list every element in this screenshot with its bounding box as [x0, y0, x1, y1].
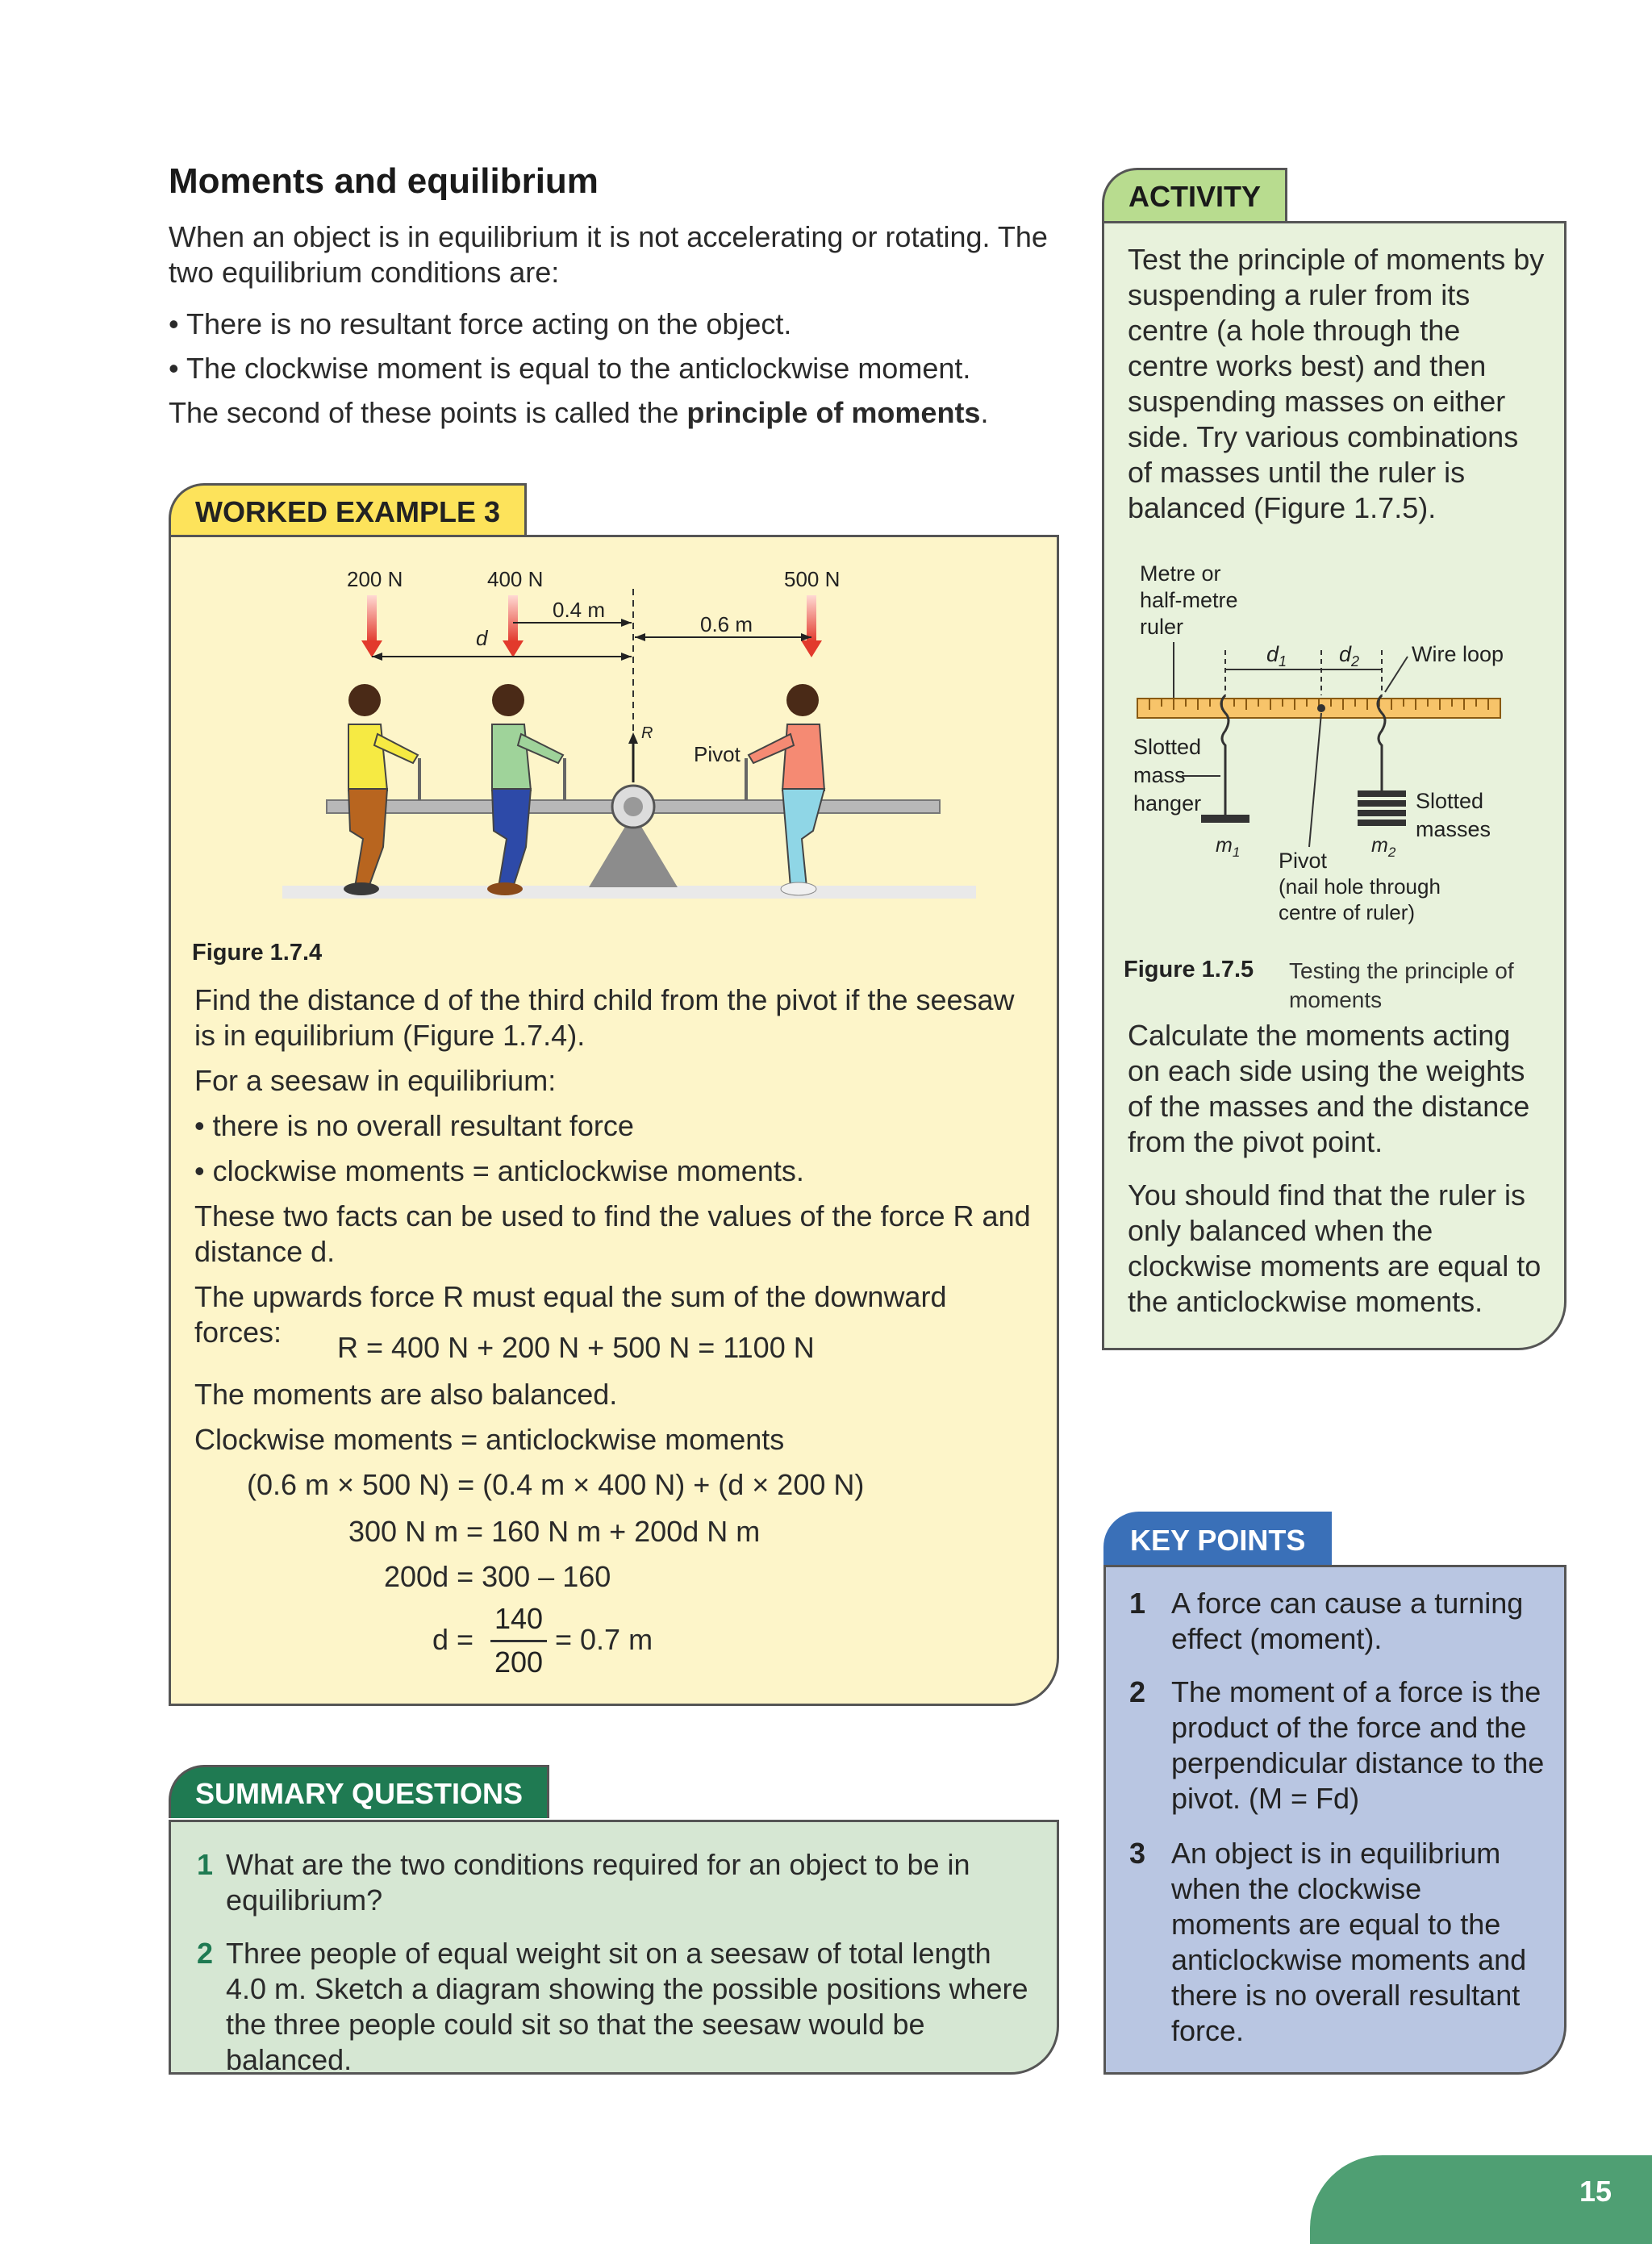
- equation-d-result: = 0.7 m: [555, 1623, 653, 1656]
- section-heading: Moments and equilibrium: [169, 161, 599, 201]
- equation-200d: 200d = 300 – 160: [384, 1560, 611, 1593]
- force-arrowhead-400: [503, 640, 524, 657]
- force-arrow-200: [367, 595, 377, 642]
- question-text-2: Three people of equal weight sit on a seesaw of total length 4.0 m. Sketch a diagram showing the possible positions where the three people could sit so that the seesaw would be balanced.: [226, 1937, 1028, 2076]
- pivot-label: Pivot: [1279, 849, 1328, 873]
- pivot-note-2: centre of ruler): [1279, 900, 1416, 924]
- activity-calculate: Calculate the moments acting on each side using the weights of the masses and the distance from the pivot point.: [1128, 1019, 1530, 1158]
- force-arrow-400: [508, 595, 518, 642]
- pivot-center: [624, 797, 643, 816]
- child-500n: [746, 684, 824, 895]
- pivot-hole: [1317, 704, 1325, 712]
- mass-hanger-1: [1201, 815, 1249, 823]
- key-point-3: [1129, 1836, 1549, 2049]
- question-number-1: 1: [197, 1848, 214, 1881]
- activity-result: You should find that the ruler is only balanced when the clockwise moments are equal to the anticlockwise moments.: [1128, 1178, 1541, 1318]
- child-200n: [344, 684, 419, 895]
- figure-1-7-5-caption: Testing the principle of moments: [1289, 958, 1514, 1012]
- key-point-number-3: 3: [1129, 1837, 1146, 1870]
- summary-question-1: [197, 1847, 1036, 1918]
- we-bullet-2: • clockwise moments = anticlockwise moments.: [194, 1154, 804, 1187]
- d-label: d: [476, 626, 488, 650]
- distance-04-arrow: [621, 619, 632, 627]
- we-question: Find the distance d of the third child from the pivot if the seesaw is in equilibrium (Figure 1.7.4).: [194, 983, 1015, 1052]
- masses-label-2: masses: [1416, 817, 1491, 841]
- hanger-label-1: Slotted: [1133, 735, 1202, 759]
- distance-d-arrow-right: [621, 653, 632, 661]
- page-number-tab: [1310, 2155, 1652, 2244]
- summary-questions-tab: SUMMARY QUESTIONS: [169, 1765, 549, 1818]
- activity-tab: ACTIVITY: [1102, 168, 1287, 221]
- key-points-tab: KEY POINTS: [1103, 1512, 1332, 1565]
- we-clockwise: Clockwise moments = anticlockwise moments: [194, 1423, 785, 1456]
- force-label-500: 500 N: [784, 567, 841, 591]
- wire-loop-pointer: [1385, 657, 1408, 692]
- m1-label: $m_1$: [1216, 834, 1241, 860]
- question-text-1: What are the two conditions required for an object to be in equilibrium?: [226, 1848, 970, 1917]
- key-point-2: [1129, 1675, 1549, 1816]
- we-balanced: The moments are also balanced.: [194, 1378, 618, 1411]
- d2-label: $d_2$: [1339, 642, 1360, 669]
- we-facts: These two facts can be used to find the values of the force R and distance d.: [194, 1199, 1031, 1268]
- figure-1-7-4-caption: Figure 1.7.4: [192, 940, 323, 966]
- r-label: R: [641, 724, 653, 742]
- condition-bullet-1: • There is no resultant force acting on the object.: [169, 307, 792, 340]
- child-400n: [487, 684, 565, 895]
- figure-1-7-5-number: Figure 1.7.5: [1124, 957, 1254, 982]
- force-arrowhead-500: [801, 640, 822, 657]
- ground: [282, 886, 976, 899]
- distance-04-label: 0.4 m: [553, 598, 606, 622]
- principle-sentence-start: The second of these points is called the: [169, 396, 687, 429]
- distance-06-label: 0.6 m: [700, 612, 753, 636]
- fraction-denominator: 200: [494, 1645, 544, 1679]
- summary-question-2: [197, 1936, 1036, 2078]
- m2-label: $m_2$: [1371, 834, 1396, 860]
- principle-sentence-end: .: [980, 396, 989, 429]
- force-label-200: 200 N: [347, 567, 403, 591]
- ruler-label-2: half-metre: [1140, 588, 1238, 612]
- equation-nm: 300 N m = 160 N m + 200d N m: [348, 1515, 761, 1548]
- key-point-number-2: 2: [1129, 1675, 1146, 1708]
- hanger-label-2: mass: [1133, 763, 1186, 787]
- key-point-text-2: The moment of a force is the product of the force and the perpendicular distance to the pivot. (M = Fd): [1171, 1675, 1545, 1815]
- principle-of-moments-term: principle of moments: [686, 396, 981, 429]
- distance-06-arrow-left: [635, 633, 645, 641]
- ruler-label-3: ruler: [1140, 615, 1184, 639]
- wire-loop-label: Wire loop: [1412, 642, 1504, 666]
- key-point-number-1: 1: [1129, 1587, 1146, 1620]
- principle-sentence: [169, 395, 1064, 431]
- activity-intro: Test the principle of moments by suspending a ruler from its centre (a hole through the centre works best) and then suspending masses on either side. Try various combinations of masses until the ruler is balanced (Figure 1.7.5).: [1128, 243, 1545, 524]
- equation-r: R = 400 N + 200 N + 500 N = 1100 N: [337, 1331, 815, 1364]
- pivot-note-1: (nail hole through: [1279, 874, 1441, 899]
- intro-paragraph: When an object is in equilibrium it is not accelerating or rotating. The two equilibrium conditions are:: [169, 220, 1048, 289]
- d1-label: $d_1$: [1266, 642, 1287, 669]
- worked-example-tab: WORKED EXAMPLE 3: [169, 483, 527, 536]
- seesaw-figure: [274, 557, 984, 936]
- fraction-bar: [490, 1640, 547, 1642]
- equation-moments: (0.6 m × 500 N) = (0.4 m × 400 N) + (d × 200 N): [247, 1468, 865, 1501]
- ruler-label-1: Metre or: [1140, 561, 1221, 586]
- condition-bullet-2: • The clockwise moment is equal to the anticlockwise moment.: [169, 352, 971, 385]
- worked-example-text: [194, 982, 1041, 1360]
- key-point-1: [1129, 1586, 1549, 1657]
- we-upwards: The upwards force R must equal the sum of the downward forces:: [194, 1280, 947, 1349]
- reaction-arrowhead: [628, 732, 638, 744]
- slotted-masses: [1358, 790, 1406, 826]
- pivot-label: Pivot: [694, 742, 740, 766]
- equation-d-lhs: d =: [432, 1623, 474, 1656]
- key-point-text-1: A force can cause a turning effect (moment).: [1171, 1587, 1524, 1655]
- we-for-seesaw: For a seesaw in equilibrium:: [194, 1064, 557, 1097]
- masses-label-1: Slotted: [1416, 789, 1484, 813]
- force-label-400: 400 N: [487, 567, 544, 591]
- page-number: 15: [1579, 2175, 1612, 2208]
- fraction-numerator: 140: [494, 1602, 544, 1635]
- ruler-figure: [1125, 557, 1561, 936]
- we-bullet-1: • there is no overall resultant force: [194, 1109, 634, 1142]
- force-arrow-500: [807, 595, 816, 642]
- hanger-label-3: hanger: [1133, 791, 1202, 815]
- pivot-pointer: [1309, 713, 1321, 847]
- question-number-2: 2: [197, 1937, 214, 1970]
- equilibrium-conditions: [169, 307, 1064, 440]
- key-point-text-3: An object is in equilibrium when the clockwise moments are equal to the anticlockwise moments and there is no overall resultant force.: [1171, 1837, 1527, 2047]
